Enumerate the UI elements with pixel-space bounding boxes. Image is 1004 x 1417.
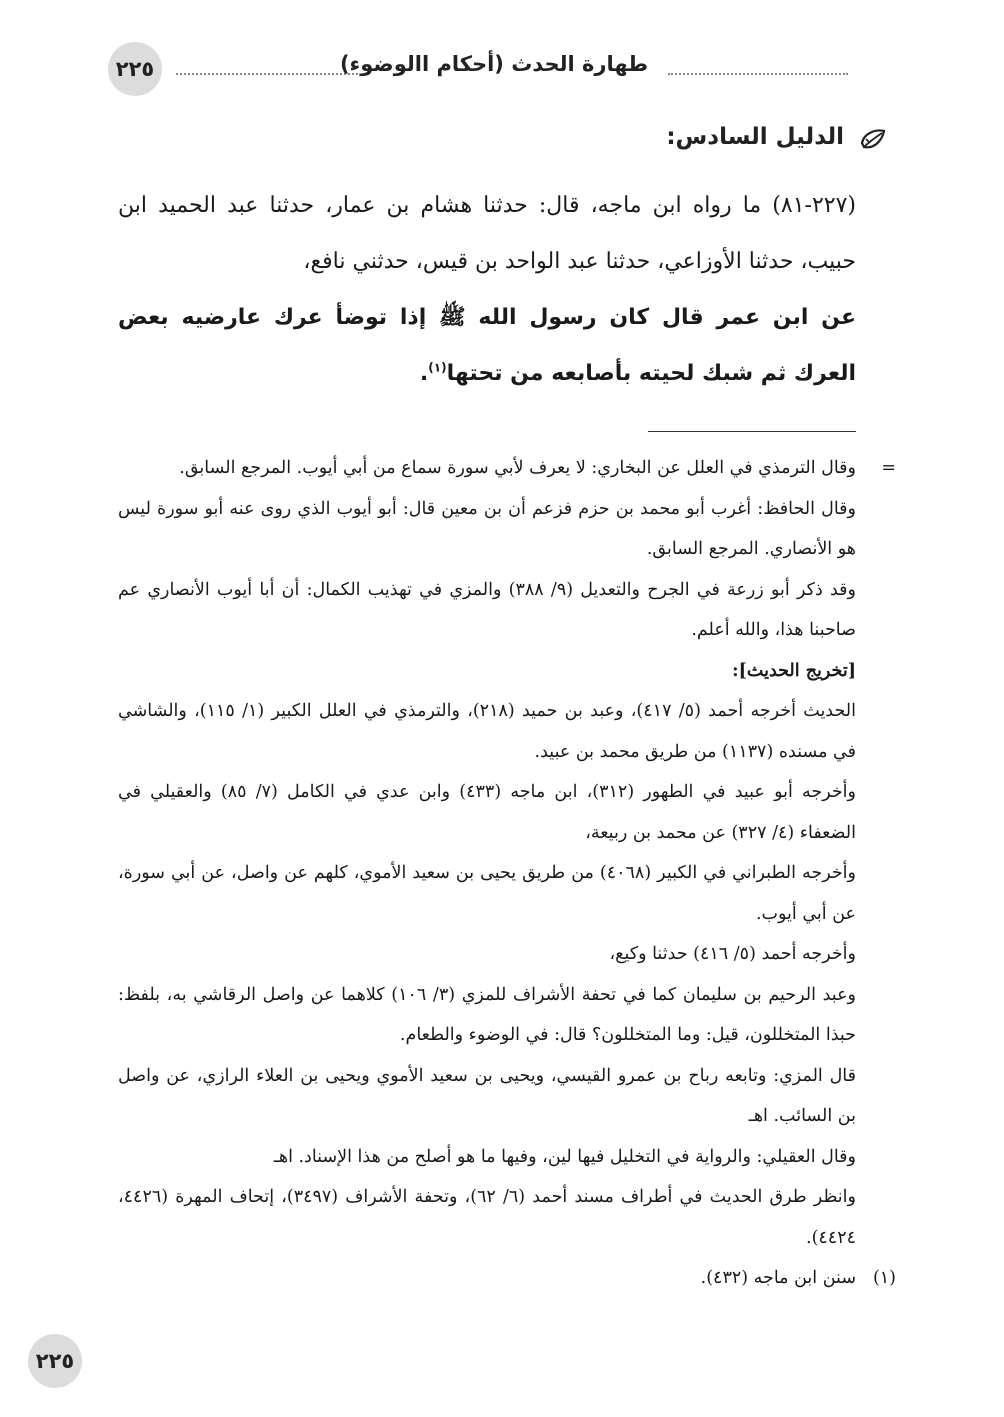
main-text: [118, 178, 856, 402]
hadith-paragraph: [118, 290, 856, 402]
footnote-1-text: سنن ابن ماجه (٤٣٢).: [700, 1268, 856, 1288]
takhrij-line: وأخرجه أحمد (٥/ ٤١٦) حدثنا وكيع،: [609, 944, 856, 964]
footnote-separator: [648, 431, 856, 432]
continuation-mark: =: [881, 458, 896, 478]
takhrij-line: وقال العقيلي: والرواية في التخليل فيها لين، وفيها ما هو أصلح من هذا الإسناد. اهـ: [273, 1146, 856, 1167]
footer-page-number: ٢٢٥: [28, 1334, 82, 1388]
takhrij-line: وأخرجه أبو عبيد في الطهور (٣١٢)، ابن ماجه (٤٣٣) وابن عدي في الكامل (٧/ ٨٥) والعقيلي في الضعفاء (٤/ ٣٢٧) عن محمد بن ربيعة،: [118, 782, 856, 843]
footnote-line: وقد ذكر أبو زرعة في الجرح والتعديل (٩/ ٣٨٨) والمزي في تهذيب الكمال: أن أبا أيوب الأنصاري عم صاحبنا هذا، والله أعلم.: [118, 579, 856, 640]
page-header: [108, 42, 848, 98]
section-heading-text: الدليل السادس:: [666, 124, 844, 150]
takhrij-line: الحديث أخرجه أحمد (٥/ ٤١٧)، وعبد بن حميد (٢١٨)، والترمذي في العلل الكبير (١/ ١١٥)، والشاشي في مسنده (١١٣٧) من طريق محمد بن عبيد.: [118, 701, 856, 762]
footnote-1-number: (١): [872, 1268, 896, 1288]
takhrij-line: وعبد الرحيم بن سليمان كما في تحفة الأشراف للمزي (٣/ ١٠٦) كلاهما عن واصل الرقاشي به، بلفظ: حبذا المتخللون، قيل: وما المتخللون؟ قال: في الوضوء والطعام.: [118, 984, 856, 1045]
footnotes: [118, 448, 896, 1299]
takhrij-heading: [تخريج الحديث]:: [732, 660, 856, 681]
footnote-line: وقال الترمذي في العلل عن البخاري: لا يعرف لأبي سورة سماع من أبي أيوب. المرجع السابق.: [179, 458, 856, 478]
takhrij-line: قال المزي: وتابعه رباح بن عمرو القيسي، ويحيى بن سعيد الأموي ويحيى بن العلاء الرازي، عن واصل بن السائب. اهـ: [118, 1065, 856, 1126]
isnad-paragraph: (٢٢٧-٨١) ما رواه ابن ماجه، قال: حدثنا هشام بن عمار، حدثنا عبد الحميد ابن حبيب، حدثنا الأوزاعي، حدثنا عبد الواحد بن قيس، حدثني نافع،: [118, 193, 856, 274]
hadith-end: .: [419, 361, 429, 386]
header-title: طهارة الحدث (أحكام االوضوء): [339, 52, 648, 76]
header-dots-left: [176, 73, 358, 75]
header-dots-right: [668, 73, 848, 75]
takhrij-line: وانظر طرق الحديث في أطراف مسند أحمد (٦/ ٦٢)، وتحفة الأشراف (٣٤٩٧)، إتحاف المهرة (٤٤٢٦، ٤٤٢٤).: [118, 1187, 856, 1248]
header-page-number: ٢٢٥: [108, 42, 162, 96]
hadith-text: عن ابن عمر قال كان رسول الله ﷺ إذا توضأ عرك عارضيه بعض العرك ثم شبك لحيته بأصابعه من تحتها: [118, 305, 856, 386]
section-heading: [160, 124, 844, 150]
footnote-continuation: [118, 448, 896, 1258]
footnote-ref[interactable]: (١): [428, 360, 447, 375]
footnote-line: وقال الحافظ: أغرب أبو محمد بن حزم فزعم أن بن معين قال: أبو أيوب الذي روى عنه أبو سورة ليس هو الأنصاري. المرجع السابق.: [118, 498, 856, 559]
leaf-icon: [858, 125, 888, 155]
footnote-1: [118, 1258, 896, 1299]
takhrij-line: وأخرجه الطبراني في الكبير (٤٠٦٨) من طريق يحيى بن سعيد الأموي، كلهم عن واصل، عن أبي سورة، عن أبي أيوب.: [118, 863, 856, 924]
